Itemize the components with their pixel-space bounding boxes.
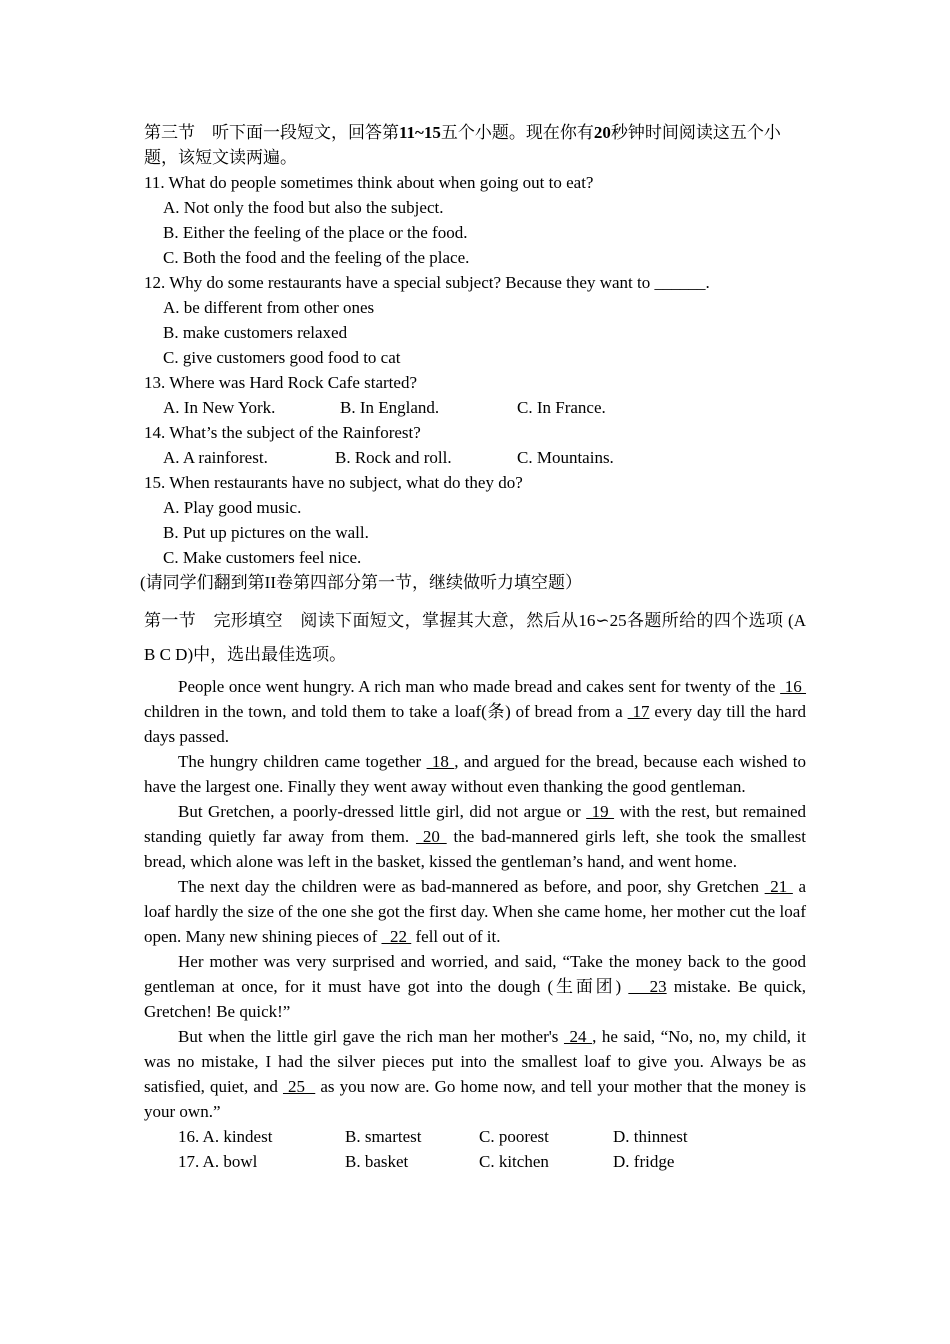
- blank-16: 16: [780, 677, 807, 696]
- question-11: 11. What do people sometimes think about when going out to eat?: [144, 173, 594, 192]
- question-14: 14. What’s the subject of the Rainforest?: [144, 423, 421, 442]
- option: B. make customers relaxed: [163, 323, 348, 342]
- blank-18: 18: [426, 752, 455, 771]
- option: A. Play good music.: [163, 498, 302, 517]
- blank-25: 25: [282, 1077, 316, 1096]
- option: C. give customers good food to cat: [163, 348, 401, 367]
- option: D. thinnest: [613, 1127, 688, 1146]
- option: 16. A. kindest: [178, 1127, 273, 1146]
- section-3-heading: 第三节 听下面一段短文，回答第11~15五个小题。现在你有20秒钟时间阅读这五个小题，该短文读两遍。: [144, 123, 781, 167]
- paragraph-5: Her mother was very surprised and worried, and said, “Take the money back to the good gentleman at once, for it must have got into the dough (生面团) 23 mistake. Be quick, Gretchen! Be quick!”: [144, 952, 806, 1021]
- option: A. Not only the food but also the subject.: [163, 198, 444, 217]
- instruction-note: (请同学们翻到第II卷第四部分第一节，继续做听力填空题）: [140, 573, 582, 592]
- blank-21: 21: [764, 877, 793, 896]
- blank-20: 20: [415, 827, 447, 846]
- option: B. Either the feeling of the place or the food.: [163, 223, 468, 242]
- option: C. poorest: [479, 1127, 549, 1146]
- option: 17. A. bowl: [178, 1152, 258, 1171]
- exam-page: [140, 120, 807, 1174]
- paragraph-2: The hungry children came together 18 , and argued for the bread, because each wished to have the largest one. Finally they went away without even thanking the good gentleman.: [144, 752, 806, 796]
- paragraph-3: But Gretchen, a poorly-dressed little girl, did not argue or 19 with the rest, but remained standing quietly far away from them. 20 the bad-mannered girls left, she took the smallest bread, which alone was left in the basket, kissed the gentleman’s hand, and went home.: [144, 802, 806, 871]
- option: A. In New York.: [163, 398, 276, 417]
- question-12: 12. Why do some restaurants have a special subject? Because they want to ______.: [144, 273, 710, 292]
- option: B. basket: [345, 1152, 409, 1171]
- question-13: 13. Where was Hard Rock Cafe started?: [144, 373, 417, 392]
- option-row: [144, 395, 806, 420]
- option: B. Rock and roll.: [335, 448, 452, 467]
- cloze-heading: 第一节 完形填空 阅读下面短文，掌握其大意，然后从16∽25各题所给的四个选项 (A B C D)中，选出最佳选项。: [144, 611, 806, 664]
- option: C. Mountains.: [517, 448, 614, 467]
- option: B. Put up pictures on the wall.: [163, 523, 369, 542]
- option-row: [144, 445, 806, 470]
- option: C. In France.: [517, 398, 606, 417]
- option: A. be different from other ones: [163, 298, 375, 317]
- question-15: 15. When restaurants have no subject, what do they do?: [144, 473, 523, 492]
- option: C. kitchen: [479, 1152, 549, 1171]
- option: C. Both the food and the feeling of the place.: [163, 248, 470, 267]
- blank-24: 24: [563, 1027, 593, 1046]
- blank-17: 17: [627, 702, 650, 721]
- blank-19: 19: [586, 802, 615, 821]
- paragraph-4: The next day the children were as bad-mannered as before, and poor, shy Gretchen 21 a loaf hardly the size of the one she got the first day. When she came home, her mother cut the loaf open. Many new shining pieces of 22 fell out of it.: [144, 877, 807, 946]
- blank-22: 22: [381, 927, 412, 946]
- option: B. smartest: [345, 1127, 422, 1146]
- option: B. In England.: [340, 398, 440, 417]
- cloze-options-17: [144, 1149, 806, 1174]
- option: A. A rainforest.: [163, 448, 268, 467]
- option: C. Make customers feel nice.: [163, 548, 362, 567]
- paragraph-1: People once went hungry. A rich man who made bread and cakes sent for twenty of the 16 children in the town, and told them to take a loaf(条) of bread from a 17 every day till the hard days passed.: [144, 677, 807, 746]
- blank-23: 23: [628, 977, 667, 996]
- option: D. fridge: [613, 1152, 675, 1171]
- cloze-options-16: [144, 1124, 806, 1149]
- paragraph-6: But when the little girl gave the rich man her mother's 24 , he said, “No, no, my child, it was no mistake, I had the silver pieces put into the smallest loaf to give you. Always be as satisfied, quiet, and 25 as you now are. Go home now, and tell your mother that the money is your own.”: [144, 1027, 807, 1121]
